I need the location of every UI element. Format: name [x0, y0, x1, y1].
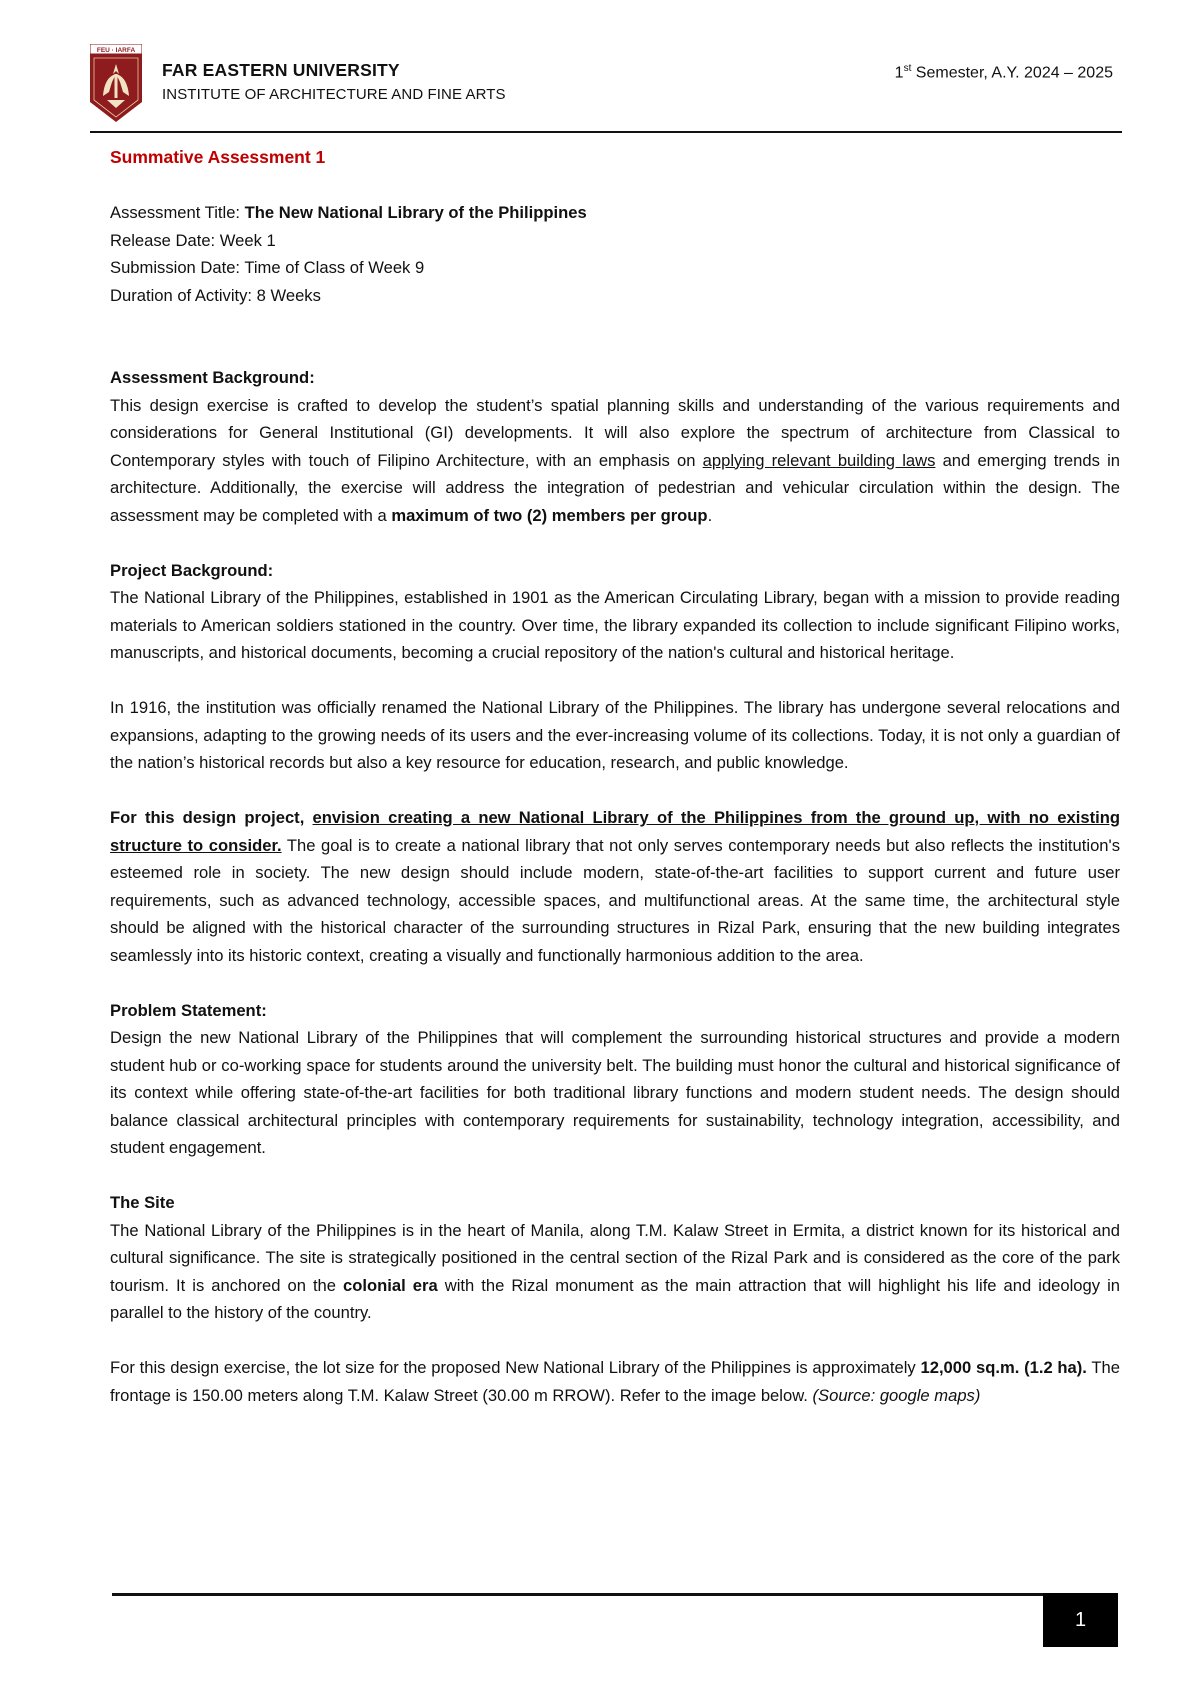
project-background-paragraph-2: In 1916, the institution was officially renamed the National Library of the Philippines. The library has undergone several relocations and expansions, adapting to the growing needs of its users and the ever-increasing volume of its collections. Today, it is not only a guardian of the nation’s historical records but also a key resource for education, research, and public knowledge. — [110, 698, 1120, 772]
project-background-paragraph-1: The National Library of the Philippines, established in 1901 as the American Circulating Library, began with a mission to provide reading materials to American soldiers stationed in the country. Over time, the library expanded its collection to include significant Filipino works, manuscripts, and historical documents, becoming a crucial repository of the nation's cultural and historical heritage. — [110, 588, 1120, 662]
document-body — [110, 144, 1120, 1409]
design-project-paragraph: For this design project, envision creating a new National Library of the Philippines from the ground up, with no existing structure to consider. The goal is to create a national library that not only serves contemporary needs but also reflects the institution's esteemed role in society. The new design should include modern, state-of-the-art facilities to support current and future user requirements, such as advanced technology, accessible spaces, and multifunctional areas. At the same time, the architectural style should be aligned with the historical character of the surrounding structures in Rizal Park, ensuring that the new building integrates seamlessly into its historic context, creating a visually and functionally harmonious addition to the area. — [110, 808, 1120, 965]
logo-text: FEU · IARFA — [96, 47, 136, 54]
activity-duration: Duration of Activity: 8 Weeks — [110, 285, 321, 305]
institute-name: INSTITUTE OF ARCHITECTURE AND FINE ARTS — [162, 86, 506, 103]
page-number: 1 — [1043, 1593, 1118, 1647]
assessment-title-value: The New National Library of the Philippines — [244, 203, 587, 222]
header-divider — [90, 131, 1122, 133]
project-background-heading: Project Background: — [110, 560, 274, 580]
assessment-background-text: This design exercise is crafted to develop the student’s spatial planning skills and understanding of the various requirements and considerations for General Institutional (GI) developments. It will also explore the spectrum of architecture from Classical to Contemporary styles with touch of Filipino Architecture, with an emphasis on applying relevant building laws and emerging trends in architecture. Additionally, the exercise will address the integration of pedestrian and vehicular circulation within the design. The assessment may be completed with a maximum of two (2) members per group. — [110, 395, 1120, 525]
problem-statement-heading: Problem Statement: — [110, 1000, 267, 1020]
assessment-title: Assessment Title: The New National Library of the Philippines — [110, 203, 587, 222]
lot-size-paragraph: For this design exercise, the lot size for the proposed New National Library of the Philippines is approximately 12,000 sq.m. (1.2 ha). The frontage is 150.00 meters along T.M. Kalaw Street (30.00 m RROW). Refer to the image below. (Source: google maps) — [110, 1358, 1120, 1405]
site-heading: The Site — [110, 1193, 175, 1212]
assessment-background-heading: Assessment Background: — [110, 368, 315, 387]
problem-statement-text: Design the new National Library of the Philippines that will complement the surrounding historical structures and provide a modern student hub or co-working space for students around the university belt. The building must honor the cultural and historical significance of its context while offering state-of-the-art facilities for both traditional library functions and modern student needs. The design should balance classical architectural principles with contemporary requirements for sustainability, technology integration, accessibility, and student engagement. — [110, 1028, 1120, 1157]
site-paragraph: The National Library of the Philippines is in the heart of Manila, along T.M. Kalaw Street in Ermita, a district known for its historical and cultural significance. The site is strategically positioned in the central section of the Rizal Park and is considered as the core of the park tourism. It is anchored on the colonial era with the Rizal monument as the main attraction that will highlight his life and ideology in parallel to the history of the country. — [110, 1220, 1120, 1322]
semester-label: 1st Semester, A.Y. 2024 – 2025 — [894, 63, 1113, 82]
submission-date: Submission Date: Time of Class of Week 9 — [110, 258, 425, 277]
assessment-heading: Summative Assessment 1 — [110, 147, 326, 167]
footer-divider — [112, 1593, 1060, 1596]
feu-iarfa-logo — [90, 44, 142, 122]
university-name: FAR EASTERN UNIVERSITY — [162, 60, 400, 80]
release-date: Release Date: Week 1 — [110, 230, 276, 250]
